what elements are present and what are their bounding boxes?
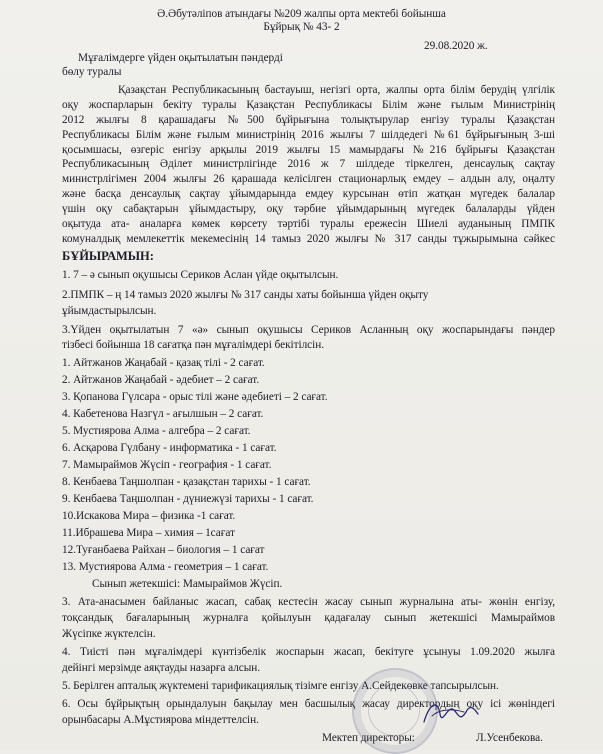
- preamble-line-8: және басқа денсаулық сақтау ұйымдарында емдеу курсынан өтіп жатқан мүгедек балалар: [62, 188, 555, 200]
- preamble-line-10: оқытуда ата- аналарға көмек көрсету тәртібі туралы ережесін Шиелі ауданының ПМПК: [62, 218, 555, 230]
- item-3-line-1: 3.Үйден оқытылатын 7 «ә» сынып оқушысы Сериков Асланның оқу жоспарындағы пәндер: [62, 324, 555, 336]
- director-signature: [420, 692, 482, 732]
- item-3b-line-1: 3. Ата-анасымен байланыс жасап, сабақ кестесін жасау сынып журналына аты- жөнін енгізу,: [62, 596, 555, 608]
- preamble-line-2: оқу жоспарларын бекіту туралы Қазақстан Республикасы Білім және ғылым Министрінің: [62, 99, 555, 111]
- preamble-line-9: үшін оқу сабақтарын ұйымдастыру, оқу тәрбие ұйымдарының мүгедек балаларды үйден: [62, 203, 555, 215]
- item-6-line-2: орынбасары А.Мұстиярова міндеттелсін.: [62, 714, 259, 726]
- seal-inner-ring: [368, 684, 420, 736]
- item-4-line-2: дейінгі мерзімде аяқтауды назарға алсын.: [62, 662, 261, 674]
- order-heading: БҰЙЫРАМЫН:: [62, 249, 154, 263]
- subject-line-2: бөлу туралы: [62, 66, 122, 78]
- school-name: Ә.Әбутәліпов атындағы №209 жалпы орта мектебі бойынша: [157, 8, 446, 20]
- teacher-line: 12.Туғанбаева Райхан – биология – 1 сағат: [62, 544, 265, 556]
- teacher-line: 13. Мустиярова Алма - геометрия – 1 сағат.: [62, 561, 269, 573]
- order-date: 29.08.2020 ж.: [424, 40, 488, 52]
- teacher-line: 5. Мустиярова Алма - алгебра – 2 сағат.: [62, 425, 251, 437]
- preamble-line-5: қосымшасы, өзгеріс енгізу арқылы 2019 жылғы 15 мамырдағы №216 бұйрығы Қазақстан: [62, 144, 555, 156]
- preamble-line-7: министрлігімен 2004 жылғы 26 қарашада келісілген стационарлық емдеу – алдын алу, оңалту: [62, 173, 555, 185]
- item-3b-line-3: Жүсіпке жүктелсін.: [62, 628, 156, 640]
- teacher-line: 4. Кабетенова Назгүл - ағылшын – 2 сағат.: [62, 408, 264, 420]
- item-2-line-1: 2.ПМПК – ң 14 тамыз 2020 жылғы № 317 санды хаты бойынша үйден оқыту: [62, 289, 429, 301]
- class-teacher: Сынып жетекшісі: Мамыраймов Жүсіп.: [92, 578, 283, 590]
- teacher-line: 7. Мамыраймов Жүсіп - география - 1 сағат.: [62, 459, 272, 471]
- teacher-line: 2. Айтжанов Жаңабай - әдебиет – 2 сағат.: [62, 374, 260, 386]
- item-3-line-2: тізбесі бойынша 18 сағатқа пән мұғалімдері бекітілсін.: [62, 339, 324, 351]
- director-name: Л.Усенбекова.: [476, 732, 543, 744]
- signature-label: Мектеп директоры:: [322, 732, 415, 744]
- item-1: 1. 7 – ә сынып оқушысы Сериков Аслан үйде оқытылсын.: [62, 269, 339, 281]
- preamble-line-3: 2012 жылғы 8 қарашадағы №500 бұйрығына толықтырулар енгізу туралы Қазақстан: [62, 114, 555, 126]
- item-5: 5. Берілген апталық жүктемені тарификациялық тізімге енгізу А.Сейдекөвке тапсырылсын.: [62, 680, 499, 692]
- teacher-line: 8. Кенбаева Таңшолпан - қазақстан тарихы - 1 сағат.: [62, 476, 311, 488]
- teacher-line: 3. Қопанова Гүлсара - орыс тілі және әдебиеті – 2 сағат.: [62, 391, 328, 403]
- teacher-line: 9. Кенбаева Таңшолпан - дүниежүзі тарихы - 1 сағат.: [62, 493, 314, 505]
- preamble-line-6: Республикасының Әділет министрлігінде 2016 ж 7 шілдеде тіркелген, денсаулық сақтау: [62, 158, 555, 170]
- teacher-line: 11.Ибрашева Мира – химия – 1сағат: [62, 527, 235, 539]
- teacher-line: 6. Асқарова Гүлбану - информатика - 1 сағат.: [62, 442, 277, 454]
- preamble-line-4: Республикасы Білім және ғылым министрінің 2016 жылғы 7 шілдедегі №61 бұйрығының 3-ші: [62, 129, 555, 141]
- item-3b-line-2: тоқсандық бағаларының журналға қойылуын қадағалау сынып жетекшісі Мамыраймов: [62, 612, 555, 624]
- order-number: Бұйрық № 43- 2: [263, 21, 340, 33]
- preamble-line-11: комуналдық мемлекеттік мекемесінің 14 тамыз 2020 жылғы № 317 санды тұжырымына сәйкес: [62, 233, 555, 245]
- preamble-line-1: Қазақстан Республикасының бастауыш, негізгі орта, жалпы орта білім берудің үлгілік: [118, 84, 555, 96]
- item-4-line-1: 4. Тиісті пән мұғалімдері күнтізбелік жоспарын жасап, бекітуге ұсынуы 1.09.2020 жылға: [62, 646, 555, 658]
- item-6-line-1: 6. Осы бұйрықтың орындалуын бақылау мен басшылық жасау директордың оқу ісі жөніндегі: [62, 698, 555, 710]
- item-2-line-2: ұйымдастырылсын.: [62, 305, 157, 317]
- teacher-line: 1. Айтжанов Жаңабай - қазақ тілі - 2 сағат.: [62, 357, 265, 369]
- teacher-line: 10.Искакова Мира – физика -1 сағат.: [62, 510, 236, 522]
- subject-line-1: Мұғалімдерге үйден оқытылатын пәндерді: [78, 52, 283, 64]
